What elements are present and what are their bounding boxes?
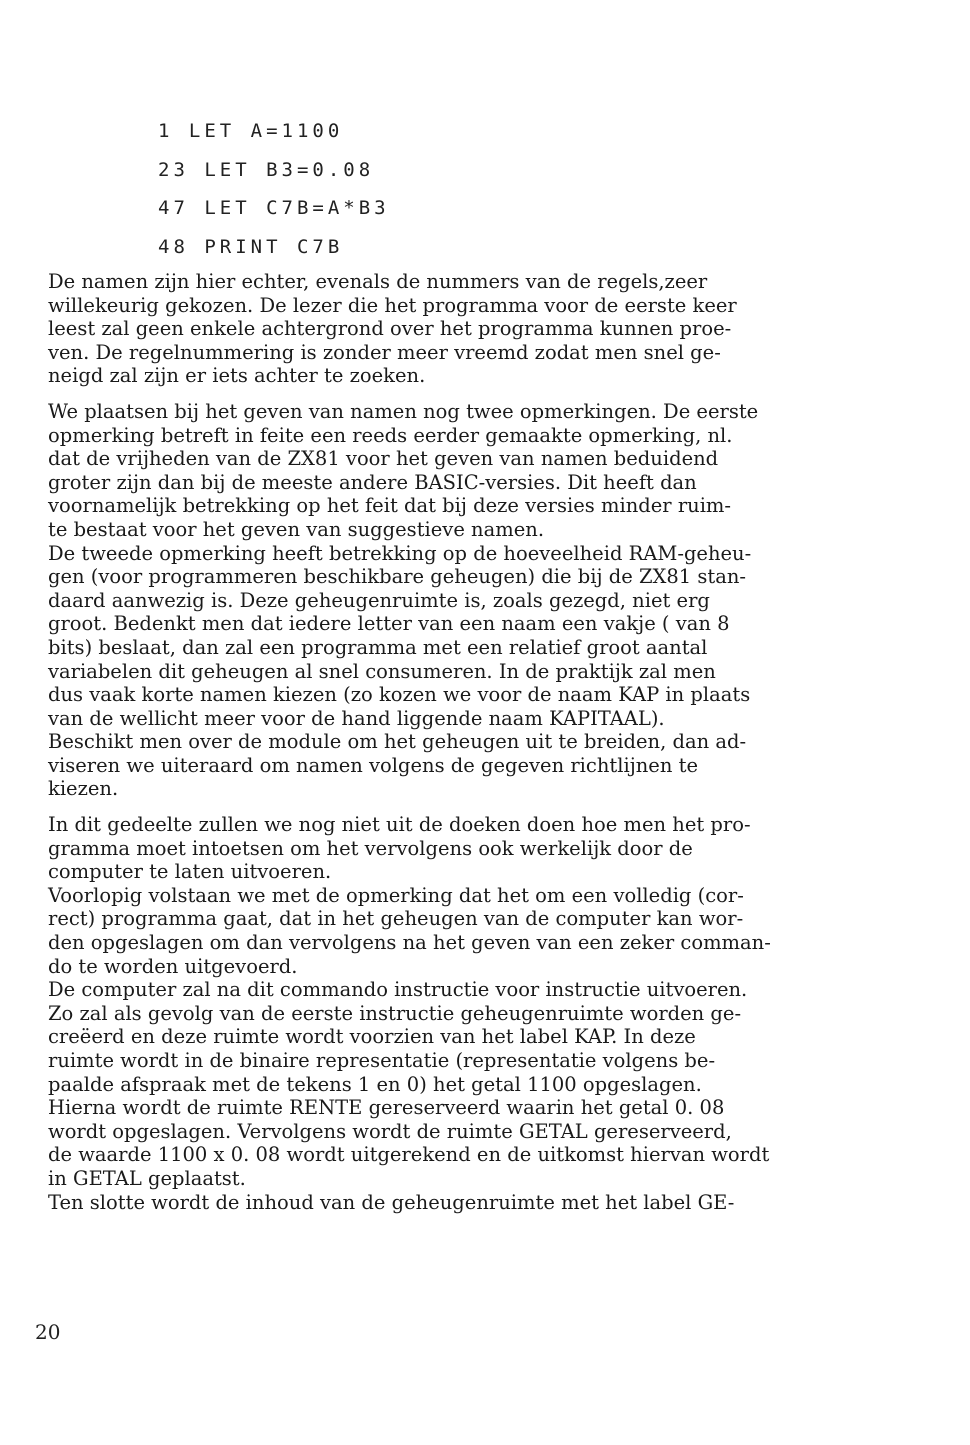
text-line: do te worden uitgevoerd. — [48, 954, 298, 978]
paragraph — [48, 270, 863, 388]
paragraph — [48, 400, 863, 801]
paragraph-gap — [48, 801, 863, 813]
text-line: ruimte wordt in de binaire representatie (representatie volgens be- — [48, 1049, 716, 1072]
text-line: bits) beslaat, dan zal een programma met een relatief groot aantal — [48, 635, 708, 659]
text-line: neigd zal zijn er iets achter te zoeken. — [48, 364, 426, 388]
text-line: opmerking betreft in feite een reeds eerder gemaakte opmerking, nl. — [48, 423, 733, 447]
page-number: 20 — [35, 1320, 61, 1344]
text-line: gen (voor programmeren beschikbare geheugen) die bij de ZX81 stan- — [48, 565, 747, 589]
text-line: Voorlopig volstaan we met de opmerking dat het om een volledig (cor- — [48, 883, 744, 907]
text-line: in GETAL geplaatst. — [48, 1166, 246, 1190]
paragraph-gap — [48, 388, 863, 400]
text-line: Zo zal als gevolg van de eerste instructie geheugenruimte worden ge- — [48, 1001, 742, 1025]
text-line: De namen zijn hier echter, evenals de nummers van de regels,zeer — [48, 270, 708, 293]
text-line: viseren we uiteraard om namen volgens de gegeven richtlijnen te — [48, 753, 698, 777]
text-line: groter zijn dan bij de meeste andere BASIC-versies. Dit heeft dan — [48, 470, 697, 494]
code-line: 23 LET B3=0.08 — [158, 158, 375, 181]
code-line: 47 LET C7B=A*B3 — [158, 197, 390, 219]
text-line: kiezen. — [48, 777, 119, 801]
text-line: leest zal geen enkele achtergrond over het programma kunnen proe- — [48, 317, 732, 341]
text-line: van de wellicht meer voor de hand liggende naam KAPITAAL). — [48, 706, 665, 730]
paragraph — [48, 813, 863, 1214]
text-line: ven. De regelnummering is zonder meer vreemd zodat men snel ge- — [48, 340, 721, 364]
text-line: Beschikt men over de module om het geheugen uit te breiden, dan ad- — [48, 730, 747, 754]
text-line: We plaatsen bij het geven van namen nog twee opmerkingen. De eerste — [48, 399, 759, 423]
text-line: creëerd en deze ruimte wordt voorzien van het label KAP. In deze — [48, 1025, 696, 1049]
code-line: 1 LET A=1100 — [158, 120, 344, 142]
text-line: De tweede opmerking heeft betrekking op de hoeveelheid RAM-geheu- — [48, 541, 752, 565]
text-line: variabelen dit geheugen al snel consumeren. In de praktijk zal men — [48, 659, 716, 683]
text-line: dat de vrijheden van de ZX81 voor het geven van namen beduidend — [48, 447, 719, 471]
text-line: te bestaat voor het geven van suggestieve namen. — [48, 517, 545, 541]
text-line: wordt opgeslagen. Vervolgens wordt de ruimte GETAL gereserveerd, — [48, 1119, 732, 1143]
text-line: gramma moet intoetsen om het vervolgens ook werkelijk door de — [48, 836, 693, 860]
text-line: In dit gedeelte zullen we nog niet uit de doeken doen hoe men het pro- — [48, 813, 751, 837]
text-line: dus vaak korte namen kiezen (zo kozen we voor de naam KAP in plaats — [48, 683, 751, 707]
text-line: Ten slotte wordt de inhoud van de geheugenruimte met het label GE- — [48, 1190, 735, 1214]
text-line: De computer zal na dit commando instructie voor instructie uitvoeren. — [48, 978, 748, 1002]
text-line: groot. Bedenkt men dat iedere letter van een naam een vakje ( van 8 — [48, 612, 730, 636]
code-listing — [158, 118, 390, 272]
body-text — [48, 270, 863, 1214]
text-line: computer te laten uitvoeren. — [48, 860, 332, 884]
text-line: Hierna wordt de ruimte RENTE gereserveerd waarin het getal 0. 08 — [48, 1096, 725, 1120]
text-line: voornamelijk betrekking op het feit dat bij deze versies minder ruim- — [48, 494, 732, 518]
text-line: den opgeslagen om dan vervolgens na het geven van een zeker comman- — [48, 931, 771, 955]
code-line: 48 PRINT C7B — [158, 235, 344, 258]
text-line: willekeurig gekozen. De lezer die het programma voor de eerste keer — [48, 293, 737, 317]
text-line: daard aanwezig is. Deze geheugenruimte is, zoals gezegd, niet erg — [48, 588, 710, 612]
text-line: rect) programma gaat, dat in het geheugen van de computer kan wor- — [48, 907, 744, 931]
text-line: paalde afspraak met de tekens 1 en 0) het getal 1100 opgeslagen. — [48, 1072, 702, 1096]
text-line: de waarde 1100 x 0. 08 wordt uitgerekend en de uitkomst hiervan wordt — [48, 1143, 770, 1167]
